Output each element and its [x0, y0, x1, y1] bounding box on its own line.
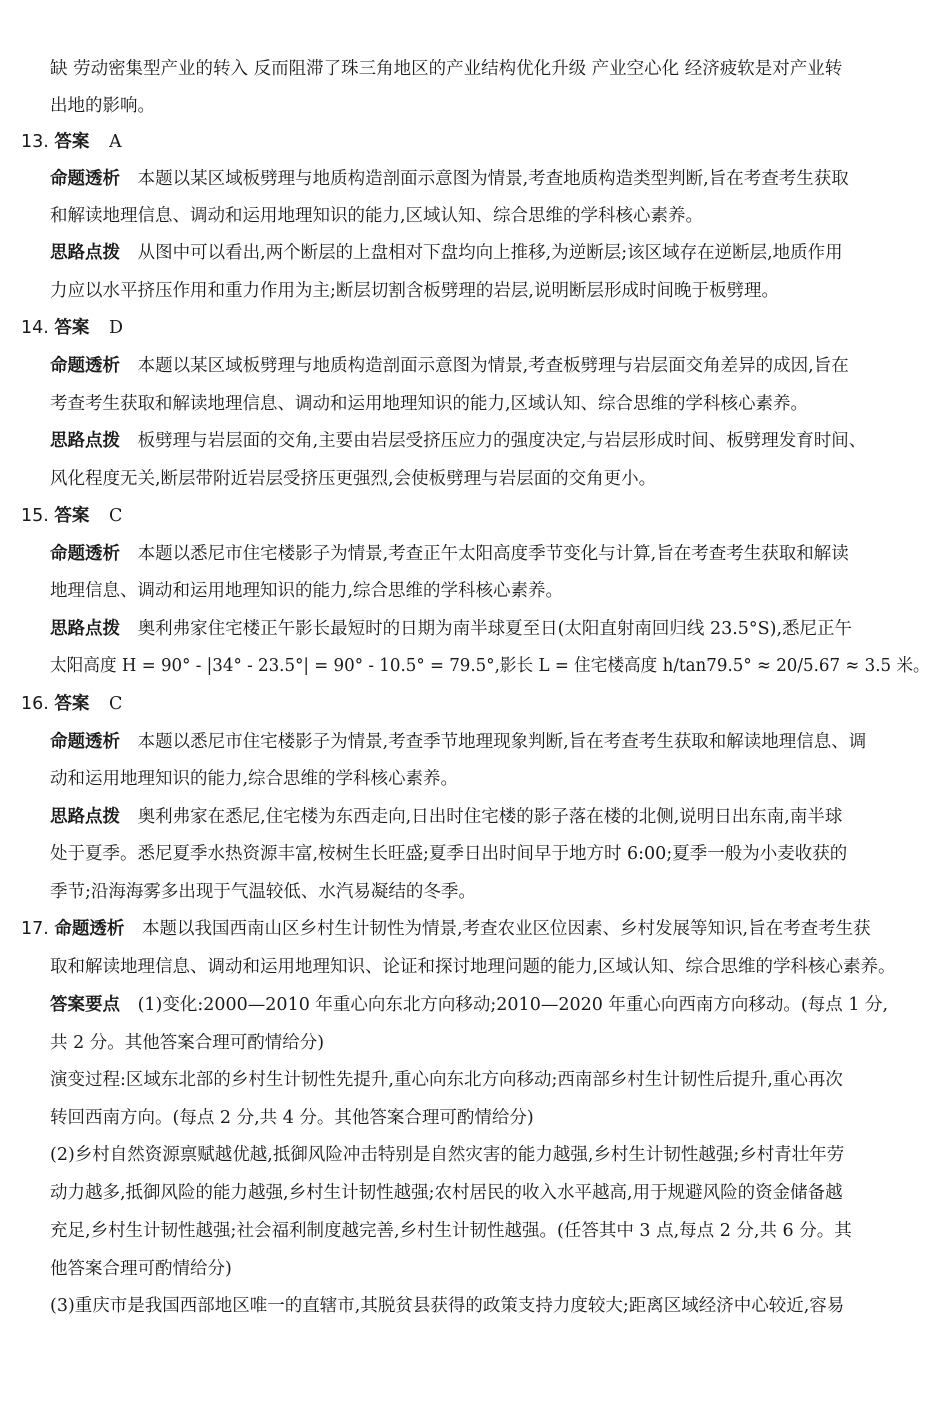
q16-hint-label: 思路点拨 [50, 807, 120, 827]
q13-hint-text-1: 从图中可以看出,两个断层的上盘相对下盘均向上推移,为逆断层;该区域存在逆断层,地质作用 [137, 243, 843, 263]
q14-hint-text-1: 板劈理与岩层面的交角,主要由岩层受挤压应力的强度决定,与岩层形成时间、板劈理发育时间、 [137, 431, 867, 451]
intro-line-1: 缺 劳动密集型产业的转入 反而阻滞了珠三角地区的产业结构优化升级 产业空心化 经济疲软是对产业转 [50, 59, 843, 79]
q16-analysis-row [50, 734, 866, 752]
q15-hint-text-1: 奥利弗家住宅楼正午影长最短时的日期为南半球夏至日(太阳直射南回归线 23.5°S),悉尼正午 [137, 619, 853, 639]
q15-analysis-row [50, 546, 849, 564]
q15-answer-row [21, 508, 122, 526]
q13-answer-row [21, 134, 122, 152]
q17-key-text-7: 充足,乡村生计韧性越强;社会福利制度越完善,乡村生计韧性越强。(任答其中 3 点,每点 2 分,共 6 分。其 [50, 1221, 852, 1241]
q13-hint-label: 思路点拨 [50, 243, 120, 263]
q16-hint-text-3: 季节;沿海海雾多出现于气温较低、水汽易凝结的冬季。 [50, 882, 476, 902]
q16-hint-text-2: 处于夏季。悉尼夏季水热资源丰富,桉树生长旺盛;夏季日出时间早于地方时 6:00;夏季一般为小麦收获的 [50, 844, 848, 864]
q17-key-text-4: 转回西南方向。(每点 2 分,共 4 分。其他答案合理可酌情给分) [50, 1108, 534, 1128]
q15-answer-label: 答案 [54, 506, 90, 526]
q13-hint-text-2: 力应以水平挤压作用和重力作用为主;断层切割含板劈理的岩层,说明断层形成时间晚于板劈理。 [50, 281, 779, 301]
q17-key-row [50, 997, 888, 1015]
q17-key-text-5: (2)乡村自然资源禀赋越优越,抵御风险冲击特别是自然灾害的能力越强,乡村生计韧性越强;乡村青壮年劳 [50, 1145, 845, 1165]
q17-key-text-8: 他答案合理可酌情给分) [50, 1259, 232, 1279]
q17-analysis-row [21, 921, 871, 939]
q16-number: 16. [21, 694, 49, 714]
q17-number: 17. [21, 919, 49, 939]
q16-answer-value: C [109, 694, 123, 714]
q14-number: 14. [21, 318, 49, 338]
q15-hint-text-2: 太阳高度 H = 90° - |34° - 23.5°| = 90° - 10.5° = 79.5°,影长 L = 住宅楼高度 h/tan79.5° ≈ 20/5.67 ≈ 3.5 米。 [50, 656, 930, 676]
q17-key-text-3: 演变过程:区域东北部的乡村生计韧性先提升,重心向东北方向移动;西南部乡村生计韧性后提升,重心再次 [50, 1070, 843, 1090]
q14-analysis-text-1: 本题以某区域板劈理与地质构造剖面示意图为情景,考查板劈理与岩层面交角差异的成因,旨在 [137, 356, 849, 376]
q15-hint-row [50, 621, 852, 639]
q15-number: 15. [21, 506, 49, 526]
q13-answer-value: A [109, 132, 122, 152]
q13-hint-row [50, 245, 843, 263]
q13-analysis-label: 命题透析 [50, 169, 120, 189]
q13-number: 13. [21, 132, 49, 152]
q17-key-text-1: (1)变化:2000—2010 年重心向东北方向移动;2010—2020 年重心向西南方向移动。(每点 1 分, [137, 995, 889, 1015]
q14-hint-label: 思路点拨 [50, 431, 120, 451]
q16-analysis-text-1: 本题以悉尼市住宅楼影子为情景,考查季节地理现象判断,旨在考查考生获取和解读地理信息、调 [137, 732, 867, 752]
q17-key-label: 答案要点 [50, 995, 120, 1015]
q14-hint-row [50, 433, 866, 451]
q14-answer-label: 答案 [54, 318, 90, 338]
q13-analysis-row [50, 171, 849, 189]
q16-analysis-text-2: 动和运用地理知识的能力,综合思维的学科核心素养。 [50, 769, 459, 789]
q15-answer-value: C [109, 506, 123, 526]
q14-analysis-label: 命题透析 [50, 356, 120, 376]
q14-answer-row [21, 320, 123, 338]
q17-key-text-6: 动力越多,抵御风险的能力越强,乡村生计韧性越强;农村居民的收入水平越高,用于规避风险的资金储备越 [50, 1183, 843, 1203]
q16-answer-row [21, 696, 122, 714]
q15-analysis-text-2: 地理信息、调动和运用地理知识的能力,综合思维的学科核心素养。 [50, 581, 564, 601]
q17-analysis-text-2: 取和解读地理信息、调动和运用地理知识、论证和探讨地理问题的能力,区域认知、综合思维的学科核心素养。 [50, 957, 896, 977]
q13-analysis-text-1: 本题以某区域板劈理与地质构造剖面示意图为情景,考查地质构造类型判断,旨在考查考生获取 [137, 169, 849, 189]
q13-answer-label: 答案 [54, 132, 90, 152]
q17-analysis-label: 命题透析 [54, 919, 125, 939]
q14-analysis-text-2: 考查考生获取和解读地理信息、调动和运用地理知识的能力,区域认知、综合思维的学科核心素养。 [50, 394, 809, 414]
q15-analysis-text-1: 本题以悉尼市住宅楼影子为情景,考查正午太阳高度季节变化与计算,旨在考查考生获取和解读 [137, 544, 849, 564]
intro-line-2: 出地的影响。 [50, 96, 155, 116]
q17-key-text-9: (3)重庆市是我国西部地区唯一的直辖市,其脱贫县获得的政策支持力度较大;距离区域经济中心较近,容易 [50, 1296, 845, 1316]
q15-hint-label: 思路点拨 [50, 619, 120, 639]
q16-hint-text-1: 奥利弗家在悉尼,住宅楼为东西走向,日出时住宅楼的影子落在楼的北侧,说明日出东南,南半球 [137, 807, 843, 827]
q16-analysis-label: 命题透析 [50, 732, 120, 752]
q16-answer-label: 答案 [54, 694, 90, 714]
q14-hint-text-2: 风化程度无关,断层带附近岩层受挤压更强烈,会使板劈理与岩层面的交角更小。 [50, 469, 657, 489]
q17-key-text-2: 共 2 分。其他答案合理可酌情给分) [50, 1033, 325, 1053]
q14-answer-value: D [109, 318, 124, 338]
q17-analysis-text-1: 本题以我国西南山区乡村生计韧性为情景,考查农业区位因素、乡村发展等知识,旨在考查考生获 [142, 919, 871, 939]
q14-analysis-row [50, 358, 849, 376]
q13-analysis-text-2: 和解读地理信息、调动和运用地理知识的能力,区域认知、综合思维的学科核心素养。 [50, 206, 704, 226]
q15-analysis-label: 命题透析 [50, 544, 120, 564]
q16-hint-row [50, 809, 842, 827]
